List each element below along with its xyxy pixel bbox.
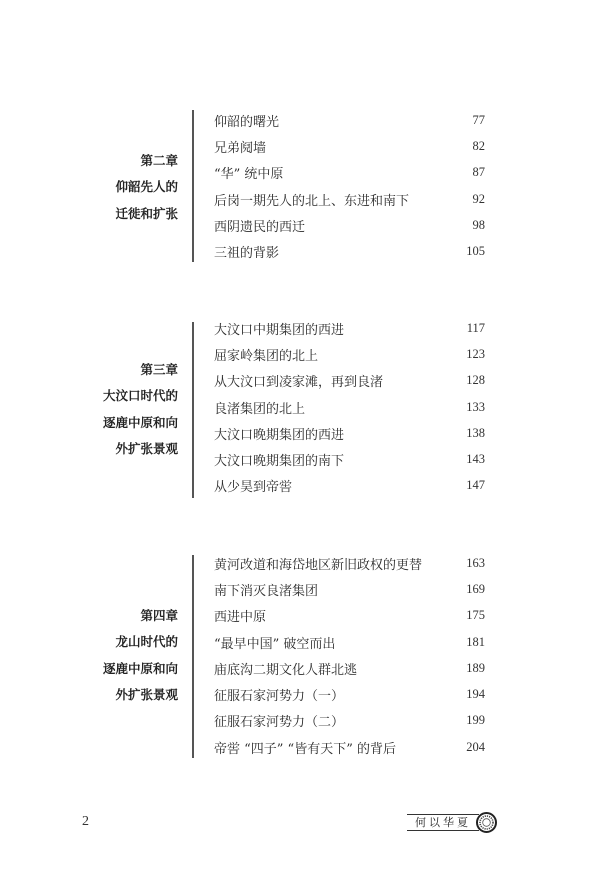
chapter-title-line: 外扩张景观 — [115, 440, 178, 456]
toc-entry[interactable] — [214, 681, 485, 707]
book-title: 何以华夏 — [415, 816, 471, 829]
toc-entries — [214, 315, 485, 499]
toc-entry[interactable] — [214, 186, 485, 212]
entry-title: 大汶口晚期集团的南下 — [214, 454, 345, 470]
toc-entry[interactable] — [214, 446, 485, 472]
toc-entry[interactable] — [214, 315, 485, 341]
entry-title: 兄弟阋墙 — [214, 140, 267, 156]
chapter-heading — [115, 148, 178, 227]
chapter-title-line: 迁徙和扩张 — [115, 205, 178, 221]
toc-entry[interactable] — [214, 160, 485, 186]
toc-entry[interactable] — [214, 603, 485, 629]
chapter-heading — [103, 603, 178, 708]
section-divider-line — [192, 110, 194, 262]
entry-title: 西进中原 — [214, 610, 267, 626]
entry-page: 169 — [466, 581, 485, 596]
toc-entry[interactable] — [214, 420, 485, 446]
entry-title: “华” 统中原 — [214, 167, 284, 183]
entry-title: 黄河改道和海岱地区新旧政权的更替 — [214, 557, 423, 573]
entry-page: 181 — [466, 634, 485, 649]
page-number: 2 — [82, 814, 89, 829]
entry-page: 204 — [466, 739, 485, 754]
entry-title: 帝喾 “四子” “皆有天下” 的背后 — [214, 741, 396, 757]
toc-entry[interactable] — [214, 629, 485, 655]
entry-page: 77 — [472, 112, 485, 127]
toc-entries — [214, 550, 485, 760]
entry-title: “最早中国” 破空而出 — [214, 636, 336, 652]
entry-page: 123 — [466, 346, 485, 361]
book-title-badge — [407, 812, 497, 834]
entry-page: 117 — [466, 320, 485, 335]
entry-page: 143 — [466, 452, 485, 467]
chapter-title-line: 仰韶先人的 — [115, 179, 178, 195]
chapter-number: 第二章 — [140, 153, 178, 168]
entry-page: 163 — [466, 555, 485, 570]
toc-entry[interactable] — [214, 734, 485, 760]
toc-entry[interactable] — [214, 107, 485, 133]
chapter-title-line: 外扩张景观 — [115, 686, 178, 702]
entry-page: 128 — [466, 373, 485, 388]
entry-title: 征服石家河势力（二） — [214, 715, 345, 731]
entry-title: 南下消灭良渚集团 — [214, 583, 319, 599]
entry-title: 从少昊到帝喾 — [214, 480, 293, 496]
entry-page: 82 — [472, 138, 485, 153]
section-divider-line — [192, 555, 194, 758]
chapter-title-line: 龙山时代的 — [115, 634, 178, 650]
entry-page: 105 — [466, 244, 485, 259]
chapter-title-line: 大汶口时代的 — [102, 388, 178, 404]
circular-seal-icon — [476, 812, 497, 833]
toc-entry[interactable] — [214, 394, 485, 420]
entry-title: 征服石家河势力（一） — [214, 689, 345, 705]
chapter-number: 第三章 — [140, 362, 178, 377]
entry-page: 175 — [466, 608, 485, 623]
entry-page: 87 — [472, 165, 485, 180]
entry-title: 三祖的背影 — [214, 246, 280, 262]
entry-page: 133 — [466, 399, 485, 414]
entry-page: 189 — [466, 660, 485, 675]
entry-page: 138 — [466, 425, 485, 440]
entry-title: 屈家岭集团的北上 — [214, 348, 319, 364]
section-divider-line — [192, 322, 194, 498]
entry-title: 大汶口中期集团的西进 — [214, 322, 345, 338]
entry-title: 后岗一期先人的北上、东进和南下 — [214, 193, 410, 209]
entry-page: 98 — [472, 217, 485, 232]
chapter-title-line: 逐鹿中原和向 — [102, 660, 178, 676]
toc-entry[interactable] — [214, 708, 485, 734]
entry-page: 147 — [466, 478, 485, 493]
toc-entry[interactable] — [214, 238, 485, 264]
toc-entry[interactable] — [214, 576, 485, 602]
toc-entries — [214, 107, 485, 265]
chapter-heading — [103, 357, 178, 462]
toc-entry[interactable] — [214, 212, 485, 238]
toc-entry[interactable] — [214, 341, 485, 367]
toc-entry[interactable] — [214, 368, 485, 394]
chapter-title-line: 逐鹿中原和向 — [102, 414, 178, 430]
toc-entry[interactable] — [214, 550, 485, 576]
entry-page: 194 — [466, 687, 485, 702]
entry-title: 西阴遗民的西迁 — [214, 219, 306, 235]
entry-title: 良渚集团的北上 — [214, 401, 306, 417]
chapter-number: 第四章 — [140, 608, 178, 623]
entry-title: 庙底沟二期文化人群北逃 — [214, 662, 358, 678]
entry-title: 仰韶的曙光 — [214, 114, 280, 130]
entry-title: 从大汶口到凌家滩，再到良渚 — [214, 375, 384, 391]
toc-entry[interactable] — [214, 133, 485, 159]
entry-title: 大汶口晚期集团的西进 — [214, 427, 345, 443]
entry-page: 199 — [466, 713, 485, 728]
toc-entry[interactable] — [214, 473, 485, 499]
toc-entry[interactable] — [214, 655, 485, 681]
entry-page: 92 — [472, 191, 485, 206]
